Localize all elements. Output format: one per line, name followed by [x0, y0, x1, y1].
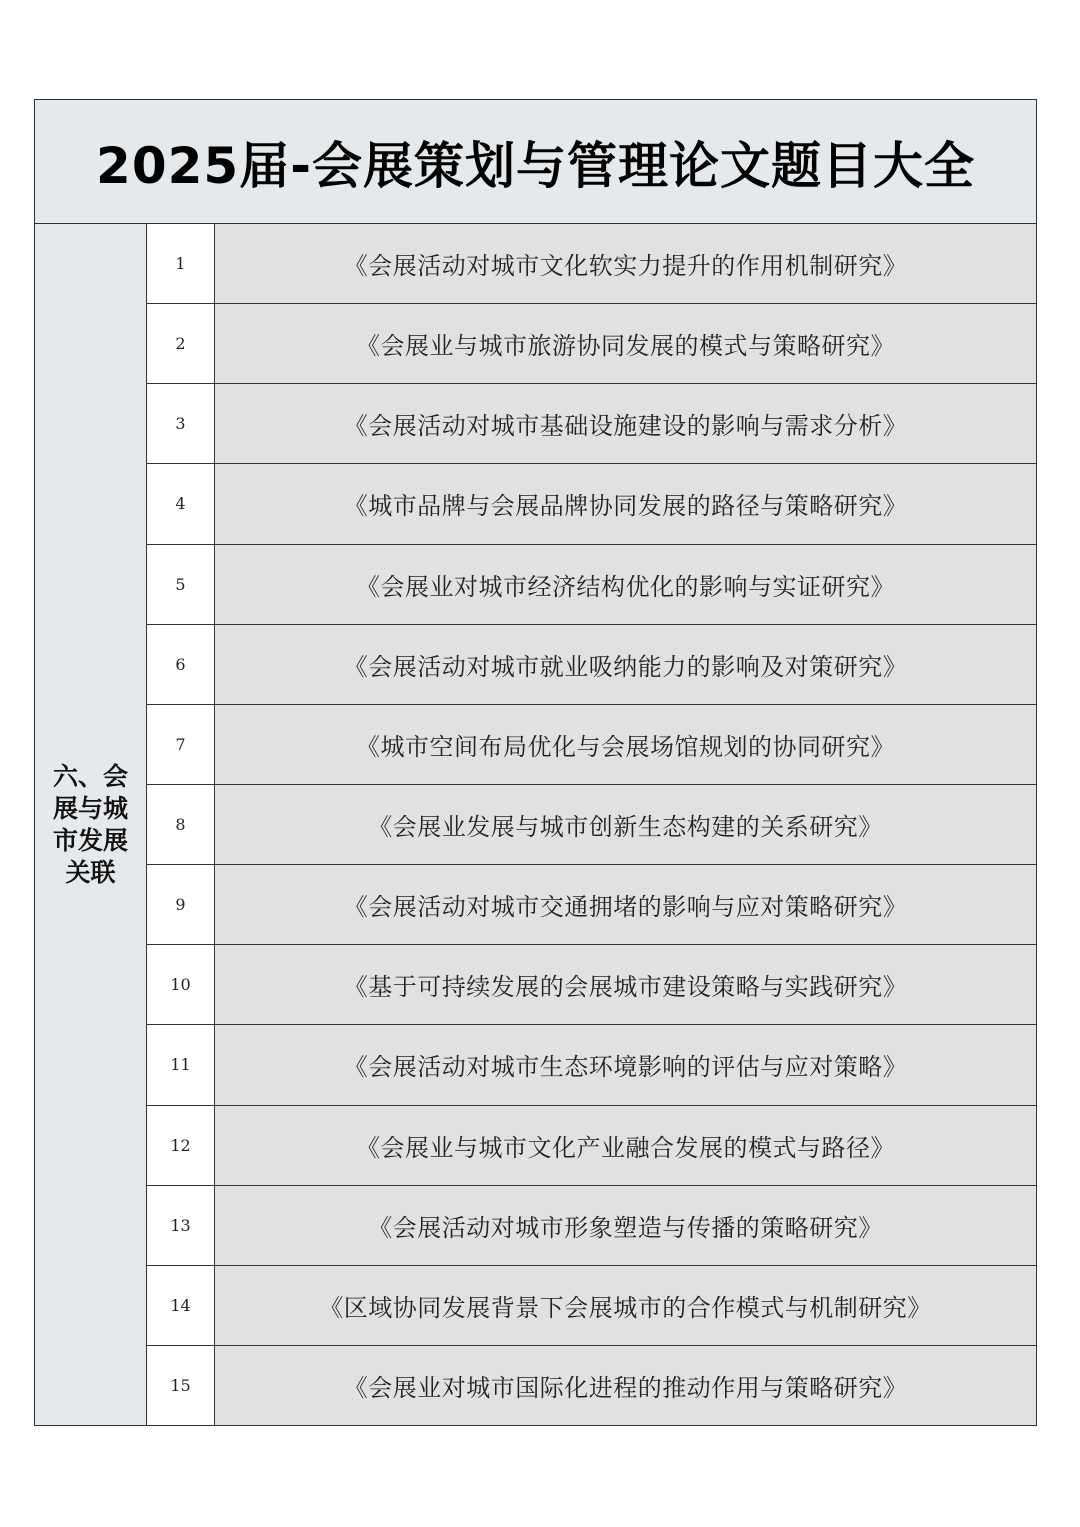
topic-title: 《会展活动对城市文化软实力提升的作用机制研究》	[215, 224, 1036, 303]
topic-title: 《会展活动对城市就业吸纳能力的影响及对策研究》	[215, 625, 1036, 704]
category-label: 六、会展与城市发展关联	[52, 761, 128, 887]
category-cell	[35, 224, 147, 1425]
topic-title: 《城市空间布局优化与会展场馆规划的协同研究》	[215, 705, 1036, 784]
table-row	[147, 224, 1036, 304]
table-row	[147, 1346, 1036, 1425]
table-row	[147, 785, 1036, 865]
row-number: 13	[147, 1186, 215, 1265]
table-row	[147, 545, 1036, 625]
row-number: 6	[147, 625, 215, 704]
table-row	[147, 865, 1036, 945]
topic-title: 《会展活动对城市形象塑造与传播的策略研究》	[215, 1186, 1036, 1265]
topic-title: 《会展活动对城市生态环境影响的评估与应对策略》	[215, 1025, 1036, 1104]
table-row	[147, 464, 1036, 544]
topic-title: 《城市品牌与会展品牌协同发展的路径与策略研究》	[215, 464, 1036, 543]
row-number: 1	[147, 224, 215, 303]
row-number: 5	[147, 545, 215, 624]
row-number: 14	[147, 1266, 215, 1345]
row-number: 3	[147, 384, 215, 463]
table-row	[147, 304, 1036, 384]
table-row	[147, 1025, 1036, 1105]
table-body	[35, 224, 1036, 1425]
table-row	[147, 1106, 1036, 1186]
row-number: 9	[147, 865, 215, 944]
topic-title: 《会展业与城市文化产业融合发展的模式与路径》	[215, 1106, 1036, 1185]
topic-title: 《会展业对城市经济结构优化的影响与实证研究》	[215, 545, 1036, 624]
topic-title: 《会展活动对城市交通拥堵的影响与应对策略研究》	[215, 865, 1036, 944]
topic-rows	[147, 224, 1036, 1425]
page-title: 2025届-会展策划与管理论文题目大全	[35, 100, 1036, 224]
row-number: 12	[147, 1106, 215, 1185]
topic-title: 《基于可持续发展的会展城市建设策略与实践研究》	[215, 945, 1036, 1024]
row-number: 7	[147, 705, 215, 784]
row-number: 8	[147, 785, 215, 864]
row-number: 2	[147, 304, 215, 383]
row-number: 4	[147, 464, 215, 543]
row-number: 10	[147, 945, 215, 1024]
topic-table	[34, 99, 1037, 1426]
table-row	[147, 1186, 1036, 1266]
topic-title: 《区域协同发展背景下会展城市的合作模式与机制研究》	[215, 1266, 1036, 1345]
row-number: 11	[147, 1025, 215, 1104]
table-row	[147, 705, 1036, 785]
topic-title: 《会展业发展与城市创新生态构建的关系研究》	[215, 785, 1036, 864]
topic-title: 《会展活动对城市基础设施建设的影响与需求分析》	[215, 384, 1036, 463]
table-row	[147, 945, 1036, 1025]
row-number: 15	[147, 1346, 215, 1425]
table-row	[147, 625, 1036, 705]
topic-title: 《会展业对城市国际化进程的推动作用与策略研究》	[215, 1346, 1036, 1425]
table-row	[147, 1266, 1036, 1346]
table-row	[147, 384, 1036, 464]
topic-title: 《会展业与城市旅游协同发展的模式与策略研究》	[215, 304, 1036, 383]
